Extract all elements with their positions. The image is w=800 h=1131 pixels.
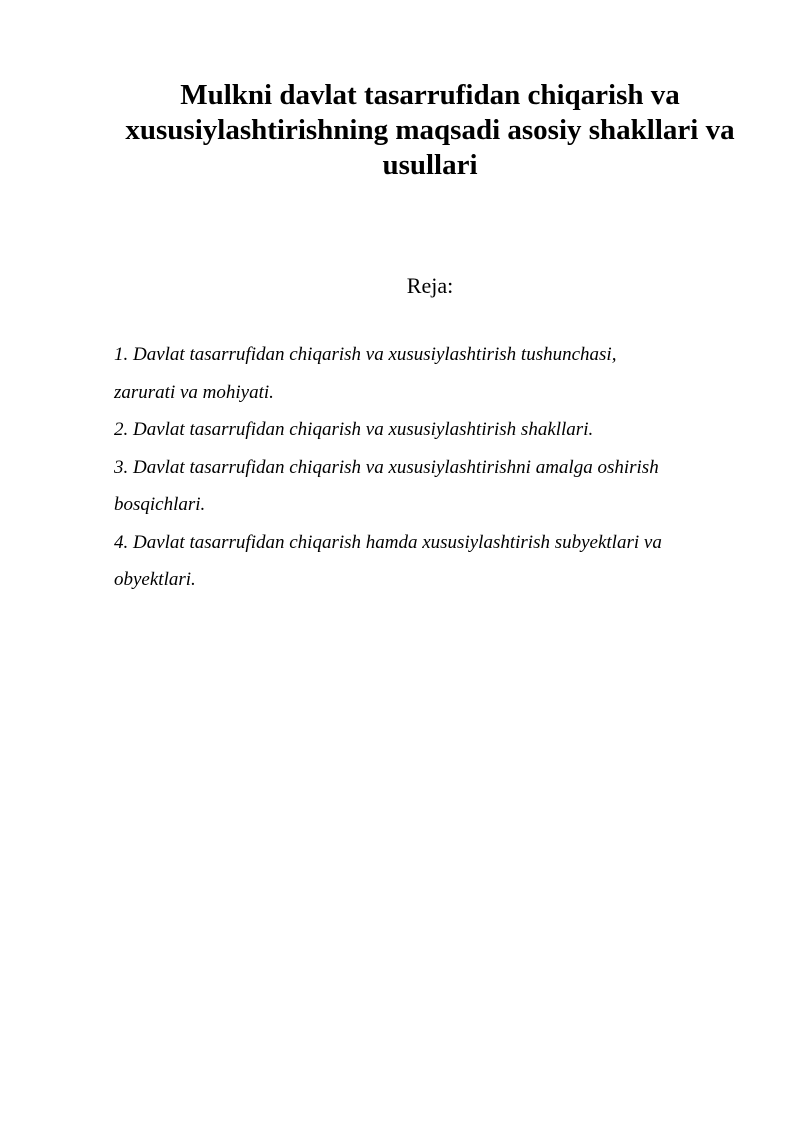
title-line: xususiylashtirishning maqsadi asosiy shakllari va	[125, 114, 735, 146]
plan-item-line: 4. Davlat tasarrufidan chiqarish hamda xususiylashtirish subyektlari va	[114, 531, 662, 553]
plan-item-line: 3. Davlat tasarrufidan chiqarish va xususiylashtirishni amalga oshirish	[114, 456, 659, 478]
plan-item-line: zarurati va mohiyati.	[114, 381, 274, 403]
plan-item	[114, 336, 764, 411]
plan-item-line: 1. Davlat tasarrufidan chiqarish va xususiylashtirish tushunchasi,	[114, 344, 617, 365]
document-title	[100, 78, 760, 183]
title-line: usullari	[382, 149, 478, 181]
plan-item	[114, 524, 764, 599]
plan-heading: Reja:	[406, 273, 454, 298]
plan-item	[114, 449, 764, 524]
plan-item-line: 2. Davlat tasarrufidan chiqarish va xususiylashtirish shakllari.	[114, 419, 594, 440]
plan-list	[114, 336, 764, 599]
plan-item	[114, 411, 764, 449]
plan-item-line: bosqichlari.	[114, 494, 206, 515]
plan-item-line: obyektlari.	[114, 569, 196, 590]
title-line: Mulkni davlat tasarrufidan chiqarish va	[180, 79, 680, 111]
